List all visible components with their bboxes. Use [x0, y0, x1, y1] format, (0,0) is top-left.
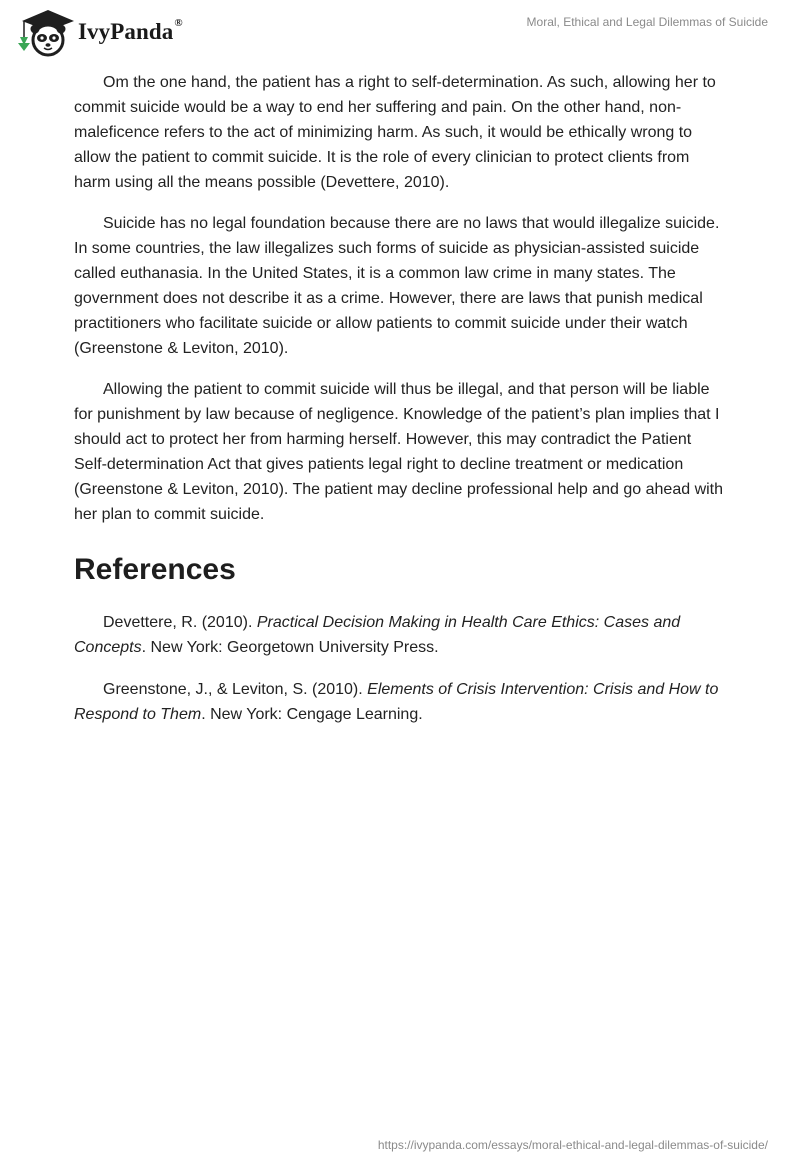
reference-publisher: . New York: Georgetown University Press.	[141, 639, 439, 656]
reference-title: Practical Decision Making in Health Care Ethics: Cases and Concepts	[74, 614, 681, 656]
body-paragraph: Suicide has no legal foundation because there are no laws that would illegalize suicide. In some countries, the law illegalizes such forms of suicide as physician-assisted suicide called euthanasia. In the United States, it is a common law crime in many states. The government does not describe it as a crime. However, there are laws that punish medical practitioners who facilitate suicide or allow patients to commit suicide under their watch (Greenstone & Leviton, 2010).	[74, 215, 720, 357]
page-header	[0, 0, 800, 70]
panda-graduation-cap-icon	[14, 7, 76, 57]
reference-author: Greenstone, J., & Leviton, S. (2010).	[103, 681, 368, 698]
references-heading: References	[74, 553, 236, 586]
body-paragraph: Om the one hand, the patient has a right to self-determination. As such, allowing her to commit suicide would be a way to end her suffering and pain. On the other hand, non-maleficence refers to the act of minimizing harm. As such, it would be ethically wrong to allow the patient to commit suicide. It is the role of every clinician to protect clients from harm using all the means possible (Devettere, 2010).	[74, 74, 716, 191]
reference-entry	[74, 677, 724, 727]
source-url-link[interactable]: https://ivypanda.com/essays/moral-ethical-and-legal-dilemmas-of-suicide/	[377, 1138, 768, 1152]
ivypanda-logo[interactable]	[14, 7, 183, 57]
reference-author: Devettere, R. (2010).	[103, 614, 257, 631]
logo-text: IvyPanda®	[78, 17, 183, 44]
reference-publisher: . New York: Cengage Learning.	[201, 706, 423, 723]
reference-title: Elements of Crisis Intervention: Crisis and How to Respond to Them	[74, 681, 719, 723]
essay-content	[74, 70, 724, 744]
reference-entry	[74, 610, 724, 660]
body-paragraph: Allowing the patient to commit suicide will thus be illegal, and that person will be liable for punishment by law because of negligence. Knowledge of the patient’s plan implies that I should act to protect her from harming herself. However, this may contradict the Patient Self-determination Act that gives patients legal right to decline treatment or medication (Greenstone & Leviton, 2010). The patient may decline professional help and go ahead with her plan to commit suicide.	[74, 381, 724, 523]
document-title: Moral, Ethical and Legal Dilemmas of Suicide	[526, 15, 768, 29]
